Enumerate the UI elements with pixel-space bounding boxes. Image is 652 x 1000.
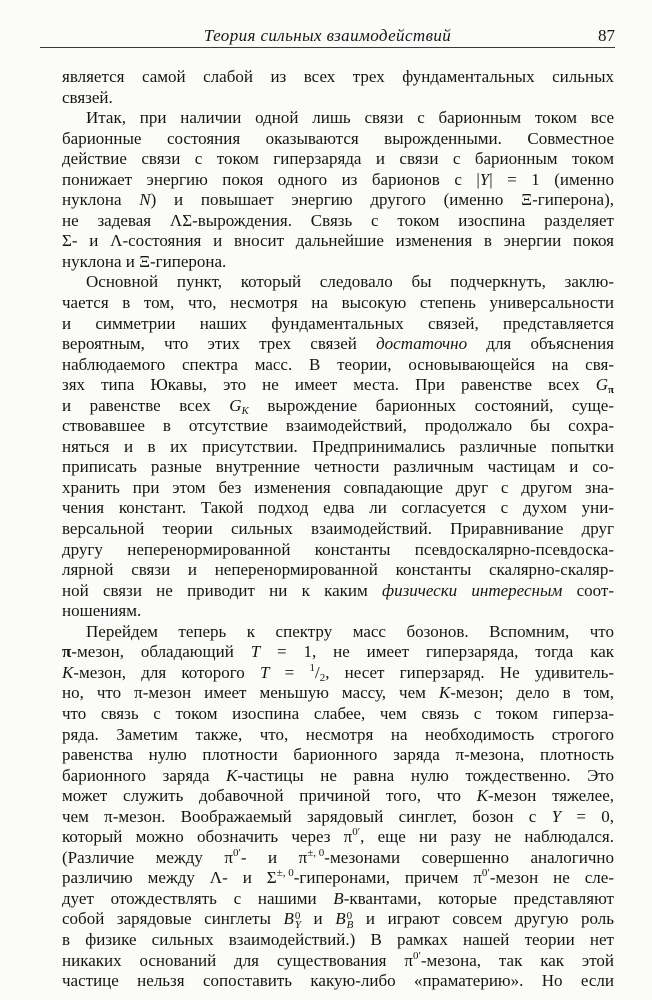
text-segment: различию между Λ- и Σ <box>62 868 277 888</box>
text-segment: -мезона, так как этой <box>420 950 614 970</box>
paragraph <box>62 622 614 992</box>
text-segment: ношениям. <box>62 601 142 621</box>
math-symbol: B <box>283 909 294 929</box>
math-symbol: B <box>335 909 346 929</box>
text-line <box>62 581 614 602</box>
text-segment: няться и в их присутствии. Предпринимались различные попытки <box>62 436 614 456</box>
text-segment: Основной пункт, который следовало бы подчеркнуть, заклю- <box>86 272 614 292</box>
text-segment: ряда. Заметим также, что, несмотря на необходимость строгого <box>62 724 614 744</box>
text-line <box>62 272 614 293</box>
text-line <box>62 622 614 643</box>
paragraph <box>62 272 614 621</box>
text-segment: -квантами, которые представляют <box>343 888 614 908</box>
text-line <box>62 88 614 109</box>
text-line <box>62 519 614 540</box>
text-line <box>62 129 614 150</box>
subscript: 2 <box>319 671 326 684</box>
text-segment: и равенстве всех <box>62 395 230 415</box>
text-line <box>62 807 614 828</box>
running-header <box>40 25 615 47</box>
text-segment: никаких оснований для существования π <box>62 950 413 970</box>
text-line <box>62 786 614 807</box>
text-segment: связей. <box>62 87 113 107</box>
text-line <box>62 416 614 437</box>
running-title: Теория сильных взаимодействий <box>203 26 452 45</box>
subscript: π <box>607 384 614 397</box>
superscript: 0 <box>294 910 301 923</box>
math-symbol: G <box>229 395 242 415</box>
text-line <box>62 951 614 972</box>
text-segment: хранить при этом без изменения совпадающие друг с другом зна- <box>62 477 614 497</box>
superscript: 0′ <box>412 949 421 962</box>
text-segment: (Различие между π <box>62 847 233 867</box>
text-segment: барионного заряда <box>62 765 226 785</box>
text-segment: вероятным, что этих трех связей <box>62 334 377 354</box>
text-segment: -мезон не сле- <box>489 868 615 888</box>
italic-text: K <box>226 765 238 785</box>
italic-text: K <box>476 786 488 806</box>
text-segment: = <box>269 662 310 682</box>
text-line <box>62 108 614 129</box>
text-segment: ствовавшее в отсутствие взаимодействий, продолжало бы сохра- <box>62 416 614 436</box>
text-line <box>62 909 614 930</box>
text-segment: -частицы не равна нулю тождественно. Это <box>237 765 614 785</box>
text-line <box>62 67 614 88</box>
text-segment: чем π-мезон. Воображаемый зарядовый синглет, бозон с <box>62 806 552 826</box>
text-segment: вырождение барионных состояний, суще- <box>248 395 614 415</box>
text-line <box>62 355 614 376</box>
text-line <box>62 375 614 396</box>
page-number: 87 <box>598 26 615 45</box>
superscript: 0′ <box>352 826 361 839</box>
italic-text: Y <box>479 169 490 189</box>
text-segment: Σ- и Λ-состояния и вносит дальнейшие изменения в энергии покоя <box>62 231 614 251</box>
text-line <box>62 190 614 211</box>
text-segment: , несет гиперзаряд. Не удивитель- <box>325 662 614 682</box>
text-line <box>62 293 614 314</box>
text-segment: барионные состояния оказываются вырожденными. Совместное <box>62 128 614 148</box>
italic-text: N <box>139 190 151 210</box>
italic-text: K <box>62 662 74 682</box>
text-segment: -мезонами совершенно аналогично <box>324 847 614 867</box>
text-segment: -мезон; дело в том, <box>450 683 614 703</box>
text-segment: -мезон, для которого <box>73 662 260 682</box>
text-line <box>62 848 614 869</box>
italic-text: T <box>260 662 270 682</box>
text-segment: и <box>300 909 336 929</box>
text-line <box>62 868 614 889</box>
text-line <box>62 478 614 499</box>
text-segment: понижает энергию покоя одного из барионов с | <box>62 169 480 189</box>
text-line <box>62 231 614 252</box>
text-segment: не задевая ΛΣ-вырождения. Связь с током изоспина разделяет <box>62 210 614 230</box>
text-segment: наблюдаемого спектра масс. В теории, основывающейся на свя- <box>62 354 614 374</box>
text-line <box>62 725 614 746</box>
text-segment: лярной связи и неперенормированной константы скалярно-скаляр- <box>62 560 614 580</box>
text-line <box>62 396 614 417</box>
text-segment: что связь с током изоспина слабее, чем связь с током гиперза- <box>62 703 614 723</box>
text-line <box>62 889 614 910</box>
italic-text: K <box>438 683 451 703</box>
text-line <box>62 498 614 519</box>
text-segment: ной связи не приводит ни к каким <box>62 580 383 600</box>
text-segment: который можно обозначить через π <box>62 827 353 847</box>
text-segment: но, что π-мезон имеет меньшую массу, чем <box>62 683 439 703</box>
text-segment: другу неперенормированной константы псевдоскалярно-псевдоска- <box>62 539 614 559</box>
text-line <box>62 314 614 335</box>
text-segment: собой зарядовые синглеты <box>62 909 284 929</box>
text-line <box>62 334 614 355</box>
italic-text: B <box>333 888 344 908</box>
text-segment: соот- <box>562 580 614 600</box>
paragraph <box>62 108 614 272</box>
text-segment: = 0, <box>561 806 615 826</box>
text-segment: Перейдем теперь к спектру масс бозонов. Вспомним, что <box>86 621 614 641</box>
bold-symbol: π <box>62 642 72 662</box>
superscript: ±, 0 <box>276 867 294 880</box>
header-rule <box>40 47 615 48</box>
text-line <box>62 766 614 787</box>
text-segment: и симметрии наших фундаментальных связей, представляется <box>62 313 614 333</box>
text-segment: является самой слабой из всех трех фундаментальных сильных <box>62 67 614 86</box>
text-segment: частице нельзя сопоставить какую-либо «праматерию». Но если <box>62 971 614 991</box>
italic-text: физически интересным <box>382 580 563 600</box>
text-line <box>62 149 614 170</box>
text-line <box>62 170 614 191</box>
text-line <box>62 827 614 848</box>
text-line <box>62 704 614 725</box>
math-symbol: G <box>595 375 608 395</box>
body-text <box>62 67 614 992</box>
text-line <box>62 930 614 951</box>
text-line <box>62 540 614 561</box>
subscript: K <box>241 404 249 417</box>
text-line <box>62 642 614 663</box>
text-segment: действие связи с током гиперзаряда и связи с барионным током <box>62 149 614 169</box>
italic-text: достаточно <box>376 334 468 354</box>
text-segment: равенства нулю плотности барионного заряда π-мезона, плотность <box>62 745 614 765</box>
subscript: B <box>346 919 354 932</box>
text-segment: чения констант. Такой подход едва ли согласуется с духом уни- <box>62 498 614 518</box>
text-segment: ) и повышает энергию другого (именно Ξ-гиперона), <box>150 190 614 210</box>
text-segment: нуклона и Ξ-гиперона. <box>62 251 227 271</box>
superscript: 0 <box>346 910 353 923</box>
superscript: 0′ <box>232 846 241 859</box>
text-segment: -мезон тяжелее, <box>488 786 614 806</box>
text-segment: Итак, при наличии одной лишь связи с барионным током все <box>86 108 614 128</box>
text-line <box>62 437 614 458</box>
text-segment: для объяснения <box>467 334 614 354</box>
text-segment: -мезон, обладающий <box>71 642 251 662</box>
text-line <box>62 745 614 766</box>
text-line <box>62 601 614 622</box>
text-segment: | = 1 (именно <box>489 169 614 189</box>
text-segment: версальной теории сильных взаимодействий. Приравнивание друг <box>62 519 614 539</box>
text-segment: чается в том, что, несмотря на высокую степень универсальности <box>62 293 614 313</box>
text-line <box>62 971 614 992</box>
text-line <box>62 211 614 232</box>
text-line <box>62 663 614 684</box>
superscript: ±, 0 <box>307 846 325 859</box>
text-line <box>62 457 614 478</box>
text-segment: в физике сильных взаимодействий.) В рамках нашей теории нет <box>62 929 614 949</box>
italic-text: T <box>250 642 261 662</box>
text-segment: может служить добавочной причиной того, что <box>62 786 477 806</box>
text-segment: - и π <box>240 847 308 867</box>
text-segment: приписать разные внутренние четности различным частицам и со- <box>62 457 614 477</box>
text-segment: нуклона <box>62 190 140 210</box>
superscript: 0′ <box>481 867 490 880</box>
paragraph <box>62 67 614 108</box>
subscript: Y <box>294 919 301 932</box>
text-segment: / <box>314 662 320 682</box>
text-segment: -гиперонами, причем π <box>293 868 482 888</box>
superscript: 1 <box>309 661 315 674</box>
text-line <box>62 252 614 273</box>
text-segment: = 1, не имеет гиперзаряда, тогда как <box>260 642 615 662</box>
text-line <box>62 683 614 704</box>
text-segment: зях типа Юкавы, это не имеет места. При равенстве всех <box>62 375 596 395</box>
text-segment: , еще ни разу не наблюдался. <box>360 827 614 847</box>
italic-text: Y <box>551 806 562 826</box>
text-segment: и играют совсем другую роль <box>353 909 614 929</box>
text-line <box>62 560 614 581</box>
text-segment: дует отождествлять с нашими <box>62 888 334 908</box>
